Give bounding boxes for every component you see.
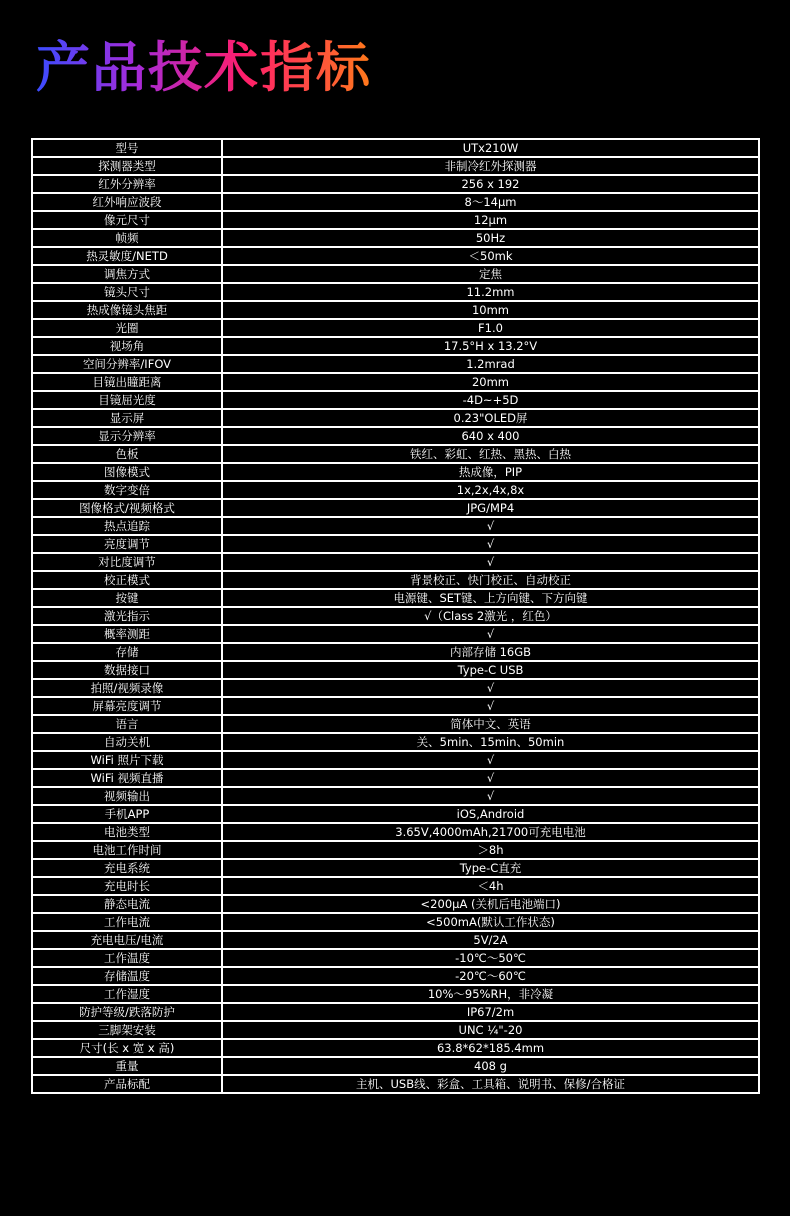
- spec-value: 408 g: [222, 1057, 759, 1075]
- spec-label: 目镜出瞳距离: [32, 373, 222, 391]
- spec-value: 10%～95%RH，非冷凝: [222, 985, 759, 1003]
- spec-label: 拍照/视频录像: [32, 679, 222, 697]
- spec-label: 存储温度: [32, 967, 222, 985]
- spec-value: 12μm: [222, 211, 759, 229]
- table-row: [32, 247, 759, 265]
- spec-label: 充电电压/电流: [32, 931, 222, 949]
- spec-value: JPG/MP4: [222, 499, 759, 517]
- table-row: [32, 157, 759, 175]
- table-row: [32, 1003, 759, 1021]
- spec-label: 屏幕亮度调节: [32, 697, 222, 715]
- spec-value: UNC ¼"-20: [222, 1021, 759, 1039]
- table-row: [32, 985, 759, 1003]
- spec-value: 10mm: [222, 301, 759, 319]
- table-row: [32, 427, 759, 445]
- spec-label: 显示分辨率: [32, 427, 222, 445]
- table-row: [32, 841, 759, 859]
- spec-label: 工作温度: [32, 949, 222, 967]
- spec-label: 自动关机: [32, 733, 222, 751]
- spec-label: 光圈: [32, 319, 222, 337]
- spec-value: 63.8*62*185.4mm: [222, 1039, 759, 1057]
- table-row: [32, 535, 759, 553]
- table-row: [32, 373, 759, 391]
- table-row: [32, 697, 759, 715]
- table-row: [32, 499, 759, 517]
- spec-label: 数字变倍: [32, 481, 222, 499]
- spec-label: 色板: [32, 445, 222, 463]
- table-row: [32, 967, 759, 985]
- spec-label: 手机APP: [32, 805, 222, 823]
- table-row: [32, 391, 759, 409]
- spec-value: 20mm: [222, 373, 759, 391]
- spec-label: 视场角: [32, 337, 222, 355]
- spec-label: 图像格式/视频格式: [32, 499, 222, 517]
- spec-value: 0.23"OLED屏: [222, 409, 759, 427]
- table-row: [32, 625, 759, 643]
- spec-value: 关、5min、15min、50min: [222, 733, 759, 751]
- spec-label: 充电系统: [32, 859, 222, 877]
- spec-label: 按键: [32, 589, 222, 607]
- spec-value: 17.5°H x 13.2°V: [222, 337, 759, 355]
- spec-value: √: [222, 625, 759, 643]
- table-row: [32, 319, 759, 337]
- spec-label: 数据接口: [32, 661, 222, 679]
- spec-value: 铁红、彩虹、红热、黑热、白热: [222, 445, 759, 463]
- spec-label: 热点追踪: [32, 517, 222, 535]
- table-row: [32, 823, 759, 841]
- table-row: [32, 553, 759, 571]
- spec-value: 主机、USB线、彩盒、工具箱、说明书、保修/合格证: [222, 1075, 759, 1093]
- spec-label: WiFi 照片下载: [32, 751, 222, 769]
- spec-label: 热灵敏度/NETD: [32, 247, 222, 265]
- spec-value: IP67/2m: [222, 1003, 759, 1021]
- spec-label: 激光指示: [32, 607, 222, 625]
- spec-value: <200μA (关机后电池端口): [222, 895, 759, 913]
- table-row: [32, 913, 759, 931]
- spec-label: 型号: [32, 139, 222, 157]
- spec-label: 充电时长: [32, 877, 222, 895]
- spec-label: 重量: [32, 1057, 222, 1075]
- page-title: 产品技术指标: [36, 28, 372, 108]
- spec-value: ＜4h: [222, 877, 759, 895]
- spec-label: 语言: [32, 715, 222, 733]
- spec-value: √: [222, 517, 759, 535]
- table-row: [32, 787, 759, 805]
- table-row: [32, 895, 759, 913]
- table-row: [32, 409, 759, 427]
- spec-value: ＜50mk: [222, 247, 759, 265]
- table-row: [32, 337, 759, 355]
- table-row: [32, 211, 759, 229]
- table-row: [32, 175, 759, 193]
- spec-label: 红外分辨率: [32, 175, 222, 193]
- table-row: [32, 805, 759, 823]
- table-row: [32, 1021, 759, 1039]
- spec-value: ＞8h: [222, 841, 759, 859]
- spec-value: 1x,2x,4x,8x: [222, 481, 759, 499]
- spec-label: 探测器类型: [32, 157, 222, 175]
- spec-label: 概率测距: [32, 625, 222, 643]
- spec-value: √: [222, 535, 759, 553]
- spec-label: 调焦方式: [32, 265, 222, 283]
- spec-value: √（Class 2激光 ，红色）: [222, 607, 759, 625]
- spec-label: 电池工作时间: [32, 841, 222, 859]
- spec-value: -20℃～60℃: [222, 967, 759, 985]
- spec-value: -4D~+5D: [222, 391, 759, 409]
- table-row: [32, 139, 759, 157]
- spec-value: 256 x 192: [222, 175, 759, 193]
- spec-label: 镜头尺寸: [32, 283, 222, 301]
- table-row: [32, 193, 759, 211]
- table-row: [32, 283, 759, 301]
- spec-label: 存储: [32, 643, 222, 661]
- spec-label: 校正模式: [32, 571, 222, 589]
- table-row: [32, 445, 759, 463]
- spec-table: [31, 138, 760, 1094]
- spec-value: √: [222, 697, 759, 715]
- table-row: [32, 607, 759, 625]
- spec-value: 50Hz: [222, 229, 759, 247]
- spec-label: 热成像镜头焦距: [32, 301, 222, 319]
- spec-value: 定焦: [222, 265, 759, 283]
- spec-value: √: [222, 679, 759, 697]
- table-row: [32, 571, 759, 589]
- spec-value: √: [222, 553, 759, 571]
- table-row: [32, 715, 759, 733]
- spec-value: √: [222, 787, 759, 805]
- spec-label: 帧频: [32, 229, 222, 247]
- spec-label: 防护等级/跌落防护: [32, 1003, 222, 1021]
- table-row: [32, 859, 759, 877]
- spec-value: 1.2mrad: [222, 355, 759, 373]
- spec-label: 对比度调节: [32, 553, 222, 571]
- spec-value: 3.65V,4000mAh,21700可充电电池: [222, 823, 759, 841]
- table-row: [32, 517, 759, 535]
- spec-value: √: [222, 769, 759, 787]
- spec-label: 电池类型: [32, 823, 222, 841]
- spec-value: 热成像，PIP: [222, 463, 759, 481]
- spec-label: 目镜屈光度: [32, 391, 222, 409]
- spec-value: 电源键、SET键、上方向键、下方向键: [222, 589, 759, 607]
- spec-value: UTx210W: [222, 139, 759, 157]
- spec-table-body: [32, 139, 759, 1093]
- spec-label: 工作湿度: [32, 985, 222, 1003]
- spec-value: 8～14μm: [222, 193, 759, 211]
- table-row: [32, 931, 759, 949]
- spec-value: Type-C直充: [222, 859, 759, 877]
- spec-value: 640 x 400: [222, 427, 759, 445]
- table-row: [32, 265, 759, 283]
- spec-label: 空间分辨率/IFOV: [32, 355, 222, 373]
- spec-label: 图像模式: [32, 463, 222, 481]
- table-row: [32, 481, 759, 499]
- table-row: [32, 661, 759, 679]
- table-row: [32, 1075, 759, 1093]
- spec-label: 产品标配: [32, 1075, 222, 1093]
- spec-value: 简体中文、英语: [222, 715, 759, 733]
- spec-label: WiFi 视频直播: [32, 769, 222, 787]
- spec-label: 尺寸(长 x 宽 x 高): [32, 1039, 222, 1057]
- table-row: [32, 877, 759, 895]
- table-row: [32, 949, 759, 967]
- spec-label: 工作电流: [32, 913, 222, 931]
- spec-label: 三脚架安装: [32, 1021, 222, 1039]
- spec-value: 5V/2A: [222, 931, 759, 949]
- spec-value: 非制冷红外探测器: [222, 157, 759, 175]
- table-row: [32, 1039, 759, 1057]
- table-row: [32, 463, 759, 481]
- spec-value: <500mA(默认工作状态): [222, 913, 759, 931]
- table-row: [32, 589, 759, 607]
- spec-label: 红外响应波段: [32, 193, 222, 211]
- spec-label: 亮度调节: [32, 535, 222, 553]
- table-row: [32, 643, 759, 661]
- spec-value: 背景校正、快门校正、自动校正: [222, 571, 759, 589]
- table-row: [32, 733, 759, 751]
- table-row: [32, 751, 759, 769]
- table-row: [32, 1057, 759, 1075]
- spec-value: √: [222, 751, 759, 769]
- table-row: [32, 769, 759, 787]
- spec-label: 视频输出: [32, 787, 222, 805]
- table-row: [32, 679, 759, 697]
- spec-label: 像元尺寸: [32, 211, 222, 229]
- spec-label: 显示屏: [32, 409, 222, 427]
- spec-value: -10℃～50℃: [222, 949, 759, 967]
- table-row: [32, 355, 759, 373]
- spec-value: iOS,Android: [222, 805, 759, 823]
- spec-label: 静态电流: [32, 895, 222, 913]
- table-row: [32, 229, 759, 247]
- spec-value: F1.0: [222, 319, 759, 337]
- table-row: [32, 301, 759, 319]
- spec-value: 11.2mm: [222, 283, 759, 301]
- spec-value: 内部存储 16GB: [222, 643, 759, 661]
- spec-value: Type-C USB: [222, 661, 759, 679]
